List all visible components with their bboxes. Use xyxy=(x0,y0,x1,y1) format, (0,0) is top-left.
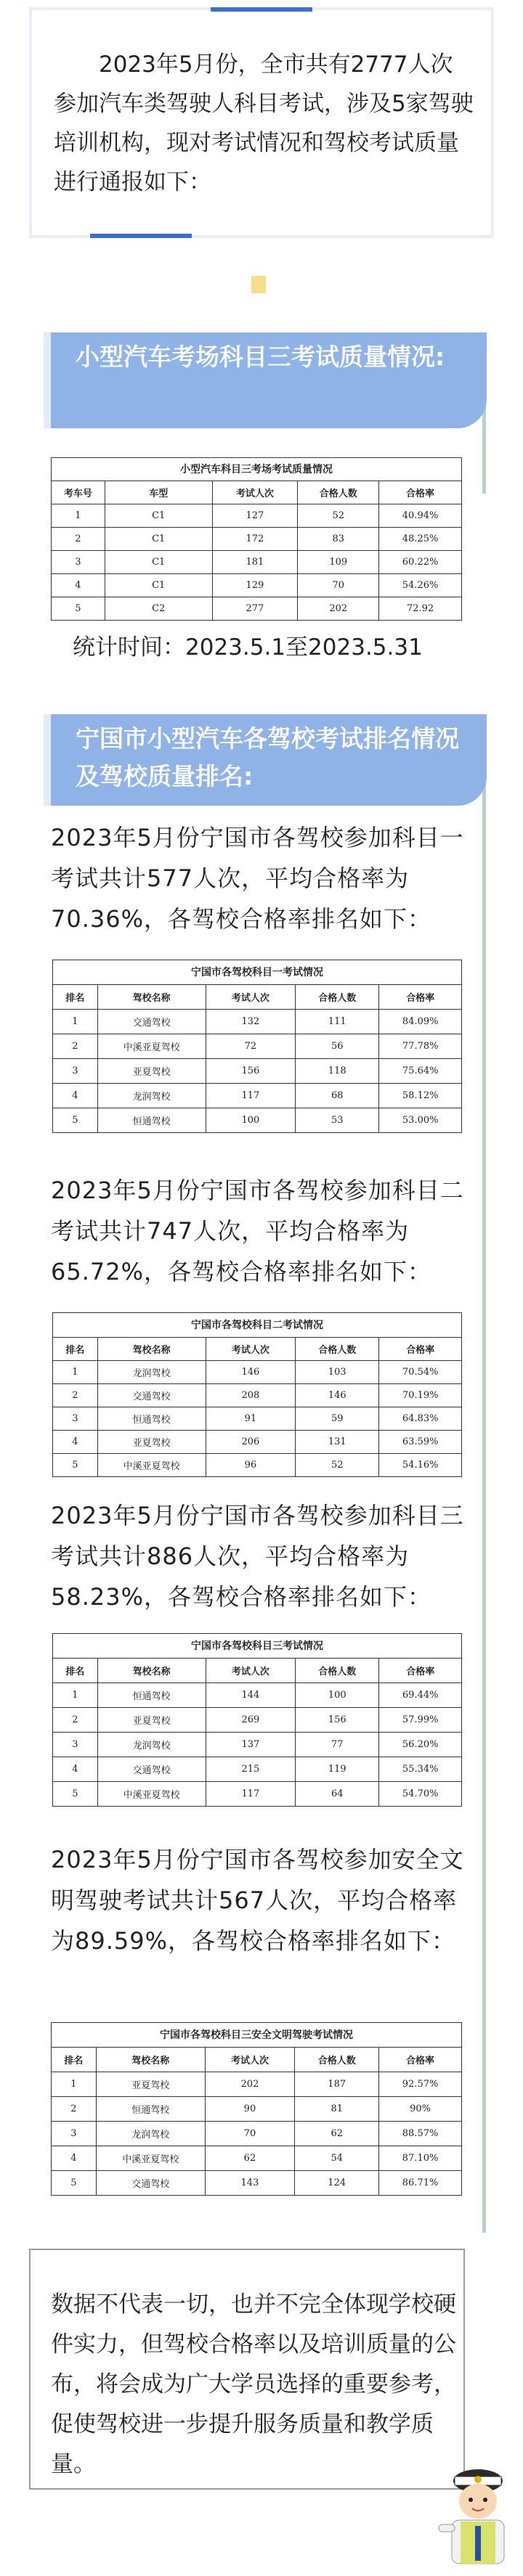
section2-accent-line xyxy=(482,759,486,2233)
table-caption: 宁国市各驾校科目一考试情况 xyxy=(52,960,462,984)
table-cell: 恒通驾校 xyxy=(96,2097,205,2122)
table-row xyxy=(53,1084,462,1108)
table-header-cell: 考试人次 xyxy=(212,481,298,504)
table-header-cell: 考车号 xyxy=(52,481,105,504)
table-header-cell: 驾校名称 xyxy=(97,1659,206,1683)
table-header-cell: 合格率 xyxy=(379,481,462,504)
table-cell: 2 xyxy=(52,2097,97,2122)
table-cell: 4 xyxy=(52,574,105,597)
table-cell: 88.57% xyxy=(379,2122,462,2146)
table-header-cell: 排名 xyxy=(52,2048,97,2072)
table-cell: 54.16% xyxy=(379,1454,462,1477)
table-header-cell: 考试人次 xyxy=(205,2048,295,2072)
summary-box xyxy=(29,2249,465,2490)
table-cell: 62 xyxy=(205,2146,295,2171)
table-cell: 77 xyxy=(296,1733,379,1757)
table-cell: 交通驾校 xyxy=(96,2171,205,2196)
table-cell: 92.57% xyxy=(379,2072,462,2097)
table-cell: 70.54% xyxy=(379,1361,462,1384)
table-cell: 56 xyxy=(296,1034,379,1059)
table-cell: 83 xyxy=(298,528,379,551)
intro-top-accent xyxy=(211,7,312,12)
table-cell: 5 xyxy=(52,597,105,621)
table-cell: 87.10% xyxy=(379,2146,462,2171)
table-header-cell: 驾校名称 xyxy=(97,985,206,1010)
table-header-cell: 排名 xyxy=(53,1659,98,1683)
table-cell: 2 xyxy=(53,1034,98,1059)
table-cell: 127 xyxy=(212,504,298,528)
table-cell: 亚夏驾校 xyxy=(96,2072,205,2097)
table-cell: 中溪亚夏驾校 xyxy=(97,1454,206,1477)
table-cell: 59 xyxy=(296,1407,379,1431)
table-cell: 172 xyxy=(212,528,298,551)
table-cell: 52 xyxy=(296,1454,379,1477)
table-cell: 1 xyxy=(53,1361,98,1384)
table-cell: 215 xyxy=(206,1757,295,1782)
table-cell: 90 xyxy=(205,2097,295,2122)
table-cell: 124 xyxy=(295,2171,379,2196)
table-cell: 1 xyxy=(53,1010,98,1034)
table-cell: 70 xyxy=(298,574,379,597)
table-row xyxy=(53,1757,462,1782)
table-cell: 129 xyxy=(212,574,298,597)
table-cell: 亚夏驾校 xyxy=(97,1708,206,1733)
decorative-dot-icon xyxy=(251,276,266,293)
table-cell: 恒通驾校 xyxy=(97,1407,206,1431)
table-row xyxy=(52,504,462,528)
table-row xyxy=(53,1059,462,1084)
table-cell: 103 xyxy=(296,1361,379,1384)
table-cell: 4 xyxy=(53,1757,98,1782)
table-cell: 84.09% xyxy=(379,1010,462,1034)
table-cell: 亚夏驾校 xyxy=(97,1431,206,1454)
table-cell: 96 xyxy=(206,1454,295,1477)
table-cell: 81 xyxy=(295,2097,379,2122)
table-cell: 72.92 xyxy=(379,597,462,621)
table-row xyxy=(53,1407,462,1431)
table-cell: 2 xyxy=(53,1384,98,1407)
table-header-cell: 合格率 xyxy=(379,2048,462,2072)
table-row xyxy=(53,1384,462,1407)
table-cell: 恒通驾校 xyxy=(97,1683,206,1708)
table-row xyxy=(53,1454,462,1477)
table-cell: 40.94% xyxy=(379,504,462,528)
table-cell: 恒通驾校 xyxy=(97,1108,206,1133)
table-header-cell: 合格人数 xyxy=(296,1659,379,1683)
exam-venue-table xyxy=(51,457,462,621)
table-cell: 64 xyxy=(296,1782,379,1807)
table-cell: 5 xyxy=(52,2171,97,2196)
table-header-row xyxy=(52,481,462,504)
table-header-cell: 排名 xyxy=(53,985,98,1010)
table-header-cell: 合格人数 xyxy=(296,1338,379,1361)
table-row xyxy=(52,551,462,574)
table-cell: 269 xyxy=(206,1708,295,1733)
table-cell: 53.00% xyxy=(379,1108,462,1133)
table-cell: 77.78% xyxy=(379,1034,462,1059)
table-cell: 181 xyxy=(212,551,298,574)
table-cell: 56.20% xyxy=(379,1733,462,1757)
section1-title xyxy=(51,332,487,428)
table-header-cell: 合格人数 xyxy=(296,985,379,1010)
table-row xyxy=(53,1708,462,1733)
section2-title-text: 宁国市小型汽车各驾校考试排名情况及驾校质量排名: xyxy=(76,724,459,790)
table-cell: 2 xyxy=(52,528,105,551)
table-cell: 72 xyxy=(206,1034,295,1059)
table-row xyxy=(53,1683,462,1708)
section1-title-text: 小型汽车考场科目三考试质量情况: xyxy=(76,343,445,371)
table-header-cell: 合格率 xyxy=(379,1338,462,1361)
table-header-row xyxy=(53,1659,462,1683)
table-cell: 208 xyxy=(206,1384,295,1407)
table-cell: 146 xyxy=(206,1361,295,1384)
table-cell: 中溪亚夏驾校 xyxy=(97,1034,206,1059)
table-header-cell: 考试人次 xyxy=(206,985,295,1010)
table-cell: 70 xyxy=(205,2122,295,2146)
table-cell: 龙润驾校 xyxy=(96,2122,205,2146)
table-header-row xyxy=(53,985,462,1010)
table-cell: 277 xyxy=(212,597,298,621)
table-cell: 龙润驾校 xyxy=(97,1084,206,1108)
table-cell: 1 xyxy=(53,1683,98,1708)
table-header-cell: 车型 xyxy=(105,481,212,504)
table-cell: 131 xyxy=(296,1431,379,1454)
section2-title xyxy=(51,714,487,806)
table-cell: 52 xyxy=(298,504,379,528)
table-row xyxy=(52,574,462,597)
table-caption: 宁国市各驾校科目三安全文明驾驶考试情况 xyxy=(51,2022,462,2047)
table-cell: 交通驾校 xyxy=(97,1757,206,1782)
table-cell: 53 xyxy=(296,1108,379,1133)
table-cell: 中溪亚夏驾校 xyxy=(97,1782,206,1807)
table-cell: 63.59% xyxy=(379,1431,462,1454)
table-caption: 宁国市各驾校科目三考试情况 xyxy=(52,1633,462,1658)
table-cell: 109 xyxy=(298,551,379,574)
table-cell: 111 xyxy=(296,1010,379,1034)
table-cell: 100 xyxy=(206,1108,295,1133)
stat-period: 统计时间：2023.5.1至2023.5.31 xyxy=(73,634,423,661)
table-header-cell: 合格率 xyxy=(379,1659,462,1683)
table-row xyxy=(52,2072,462,2097)
table-header-cell: 考试人次 xyxy=(206,1659,295,1683)
table-cell: 龙润驾校 xyxy=(97,1361,206,1384)
table-row xyxy=(53,1108,462,1133)
table-cell: 3 xyxy=(53,1407,98,1431)
table-cell: 亚夏驾校 xyxy=(97,1059,206,1084)
table-cell: 54 xyxy=(295,2146,379,2171)
table-cell: 206 xyxy=(206,1431,295,1454)
table-cell: 龙润驾校 xyxy=(97,1733,206,1757)
table-cell: 100 xyxy=(296,1683,379,1708)
table-cell: 64.83% xyxy=(379,1407,462,1431)
table-caption: 宁国市各驾校科目二考试情况 xyxy=(52,1312,462,1337)
table-row xyxy=(53,1431,462,1454)
table-cell: C1 xyxy=(105,504,212,528)
table-cell: 118 xyxy=(296,1059,379,1084)
table-cell: 54.26% xyxy=(379,574,462,597)
table-cell: 69.44% xyxy=(379,1683,462,1708)
table-cell: 1 xyxy=(52,2072,97,2097)
intro-bottom-accent xyxy=(90,234,192,238)
table-cell: 1 xyxy=(52,504,105,528)
table-cell: 中溪亚夏驾校 xyxy=(96,2146,205,2171)
table-cell: 3 xyxy=(53,1733,98,1757)
intro-box xyxy=(29,7,494,238)
table-cell: 132 xyxy=(206,1010,295,1034)
subject2-table xyxy=(52,1312,462,1477)
table-cell: 57.99% xyxy=(379,1708,462,1733)
table-cell: 58.12% xyxy=(379,1084,462,1108)
table-cell: 202 xyxy=(205,2072,295,2097)
table-row xyxy=(53,1361,462,1384)
table-cell: 117 xyxy=(206,1782,295,1807)
table-row xyxy=(53,1034,462,1059)
table-cell: C1 xyxy=(105,528,212,551)
table-cell: 156 xyxy=(296,1708,379,1733)
table-cell: C1 xyxy=(105,551,212,574)
summary-text: 数据不代表一切，也并不完全体现学校硬件实力，但驾校合格率以及培训质量的公布，将会成为广大学员选择的重要参考，促使驾校进一步提升服务质量和教学质量。 xyxy=(51,2291,456,2477)
table-row xyxy=(53,1782,462,1807)
table-cell: 146 xyxy=(296,1384,379,1407)
subject3-paragraph: 2023年5月份宁国市各驾校参加科目三考试共计886人次，平均合格率为58.23%，各驾校合格率排名如下： xyxy=(51,1502,464,1611)
table-cell: 4 xyxy=(53,1084,98,1108)
table-row xyxy=(52,2097,462,2122)
table-cell: 62 xyxy=(295,2122,379,2146)
table-row xyxy=(52,597,462,621)
table-header-cell: 考试人次 xyxy=(206,1338,295,1361)
table-cell: 3 xyxy=(52,551,105,574)
table-cell: C1 xyxy=(105,574,212,597)
safety-paragraph: 2023年5月份宁国市各驾校参加安全文明驾驶考试共计567人次，平均合格率为89.59%，各驾校合格率排名如下： xyxy=(51,1846,464,1955)
table-cell: 144 xyxy=(206,1683,295,1708)
table-header-cell: 驾校名称 xyxy=(96,2048,205,2072)
table-row xyxy=(52,2146,462,2171)
table-cell: 119 xyxy=(296,1757,379,1782)
table-header-cell: 合格人数 xyxy=(298,481,379,504)
table-cell: 交通驾校 xyxy=(97,1010,206,1034)
subject2-paragraph: 2023年5月份宁国市各驾校参加科目二考试共计747人次，平均合格率为65.72%，各驾校合格率排名如下： xyxy=(51,1177,464,1285)
table-cell: 68 xyxy=(296,1084,379,1108)
table-cell: 137 xyxy=(206,1733,295,1757)
table-row xyxy=(53,1010,462,1034)
table-header-cell: 排名 xyxy=(53,1338,98,1361)
table-header-cell: 合格人数 xyxy=(295,2048,379,2072)
table-cell: 55.34% xyxy=(379,1757,462,1782)
table-cell: 90% xyxy=(379,2097,462,2122)
table-caption: 小型汽车科目三考场考试质量情况 xyxy=(51,457,462,481)
table-cell: 91 xyxy=(206,1407,295,1431)
table-header-row xyxy=(53,1338,462,1361)
table-header-cell: 合格率 xyxy=(379,985,462,1010)
table-row xyxy=(52,528,462,551)
table-row xyxy=(53,1733,462,1757)
table-cell: 4 xyxy=(52,2146,97,2171)
table-cell: 202 xyxy=(298,597,379,621)
table-cell: 5 xyxy=(53,1454,98,1477)
table-cell: 117 xyxy=(206,1084,295,1108)
table-row xyxy=(52,2122,462,2146)
traffic-police-mascot-icon xyxy=(436,2453,516,2569)
table-cell: 5 xyxy=(53,1782,98,1807)
subject3-table xyxy=(52,1633,462,1807)
table-cell: 4 xyxy=(53,1431,98,1454)
table-cell: 143 xyxy=(205,2171,295,2196)
table-header-cell: 驾校名称 xyxy=(97,1338,206,1361)
table-cell: 156 xyxy=(206,1059,295,1084)
table-cell: 187 xyxy=(295,2072,379,2097)
table-cell: 75.64% xyxy=(379,1059,462,1084)
table-cell: 3 xyxy=(53,1059,98,1084)
table-cell: 5 xyxy=(53,1108,98,1133)
table-header-row xyxy=(52,2048,462,2072)
subject1-table xyxy=(52,960,462,1133)
table-cell: 54.70% xyxy=(379,1782,462,1807)
safety-table xyxy=(51,2022,462,2196)
table-cell: 2 xyxy=(53,1708,98,1733)
table-cell: 60.22% xyxy=(379,551,462,574)
subject1-paragraph: 2023年5月份宁国市各驾校参加科目一考试共计577人次，平均合格率为70.36%，各驾校合格率排名如下： xyxy=(51,824,464,933)
table-cell: 交通驾校 xyxy=(97,1384,206,1407)
table-cell: 86.71% xyxy=(379,2171,462,2196)
table-row xyxy=(52,2171,462,2196)
intro-text: 2023年5月份，全市共有2777人次参加汽车类驾驶人科目考试，涉及5家驾驶培训机构，现对考试情况和驾校考试质量进行通报如下： xyxy=(54,52,474,195)
table-cell: C2 xyxy=(105,597,212,621)
table-cell: 48.25% xyxy=(379,528,462,551)
table-cell: 3 xyxy=(52,2122,97,2146)
table-cell: 70.19% xyxy=(379,1384,462,1407)
